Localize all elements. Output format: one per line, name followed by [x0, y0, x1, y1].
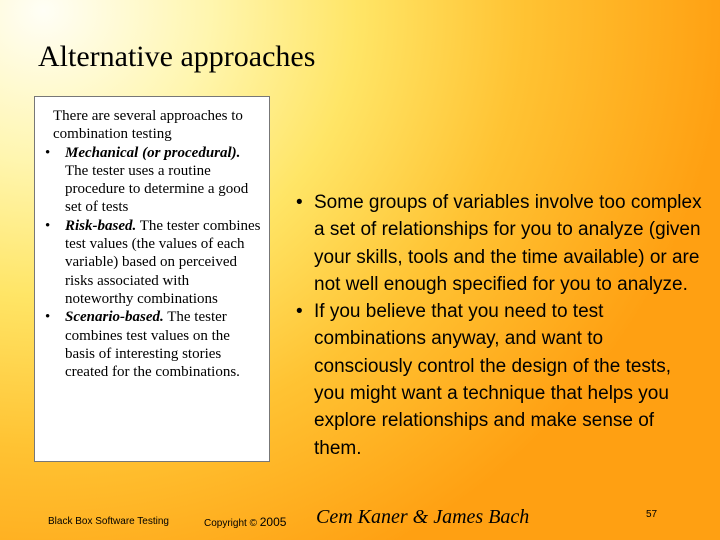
main-bullet-item: [290, 189, 702, 298]
author-signature: Cem Kaner & James Bach: [316, 506, 530, 528]
main-bullet-text: Some groups of variables involve too complex a set of relationships for you to analyze (given your skills, tools and the time available) or are not well enough specified for you to analyze.: [314, 192, 702, 295]
bullet-icon: •: [45, 309, 51, 326]
bullet-icon: •: [45, 144, 51, 161]
approach-item-risk-based: [47, 217, 261, 308]
bullet-icon: •: [45, 217, 51, 234]
approach-term: Mechanical (or procedural).: [65, 144, 241, 161]
approach-description: The tester uses a routine procedure to determine a good set of tests: [65, 162, 249, 216]
page-number: 57: [646, 509, 658, 520]
combination-approaches-box: [34, 96, 270, 462]
approach-item-scenario-based: [47, 308, 261, 381]
approach-item-mechanical: [47, 144, 261, 217]
footer-course-name: Black Box Software Testing: [48, 516, 169, 527]
intro-text: There are several approaches to combination testing: [53, 108, 243, 143]
main-bullet-text: If you believe that you need to test combinations anyway, and want to consciously control the design of the tests, you might want a technique that helps you explore relationships and make sense of them.: [314, 301, 671, 459]
approach-description: The tester combines test values on the basis of interesting stories created for the combinations.: [65, 309, 240, 381]
copyright-year: 2005: [259, 515, 287, 529]
main-bullet-item: [290, 298, 702, 462]
approach-term: Risk-based.: [65, 217, 137, 234]
footer-copyright: [204, 515, 286, 529]
slide-title: Alternative approaches: [38, 40, 316, 73]
copyright-label: Copyright ©: [204, 518, 257, 529]
bullet-icon: •: [296, 301, 303, 323]
approach-description: The tester combines test values (the values of each variable) based on perceived risks associated with noteworthy combinations: [65, 217, 261, 307]
main-bullet-list: [290, 189, 702, 462]
bullet-icon: •: [296, 192, 303, 213]
approach-term: Scenario-based.: [65, 309, 164, 326]
